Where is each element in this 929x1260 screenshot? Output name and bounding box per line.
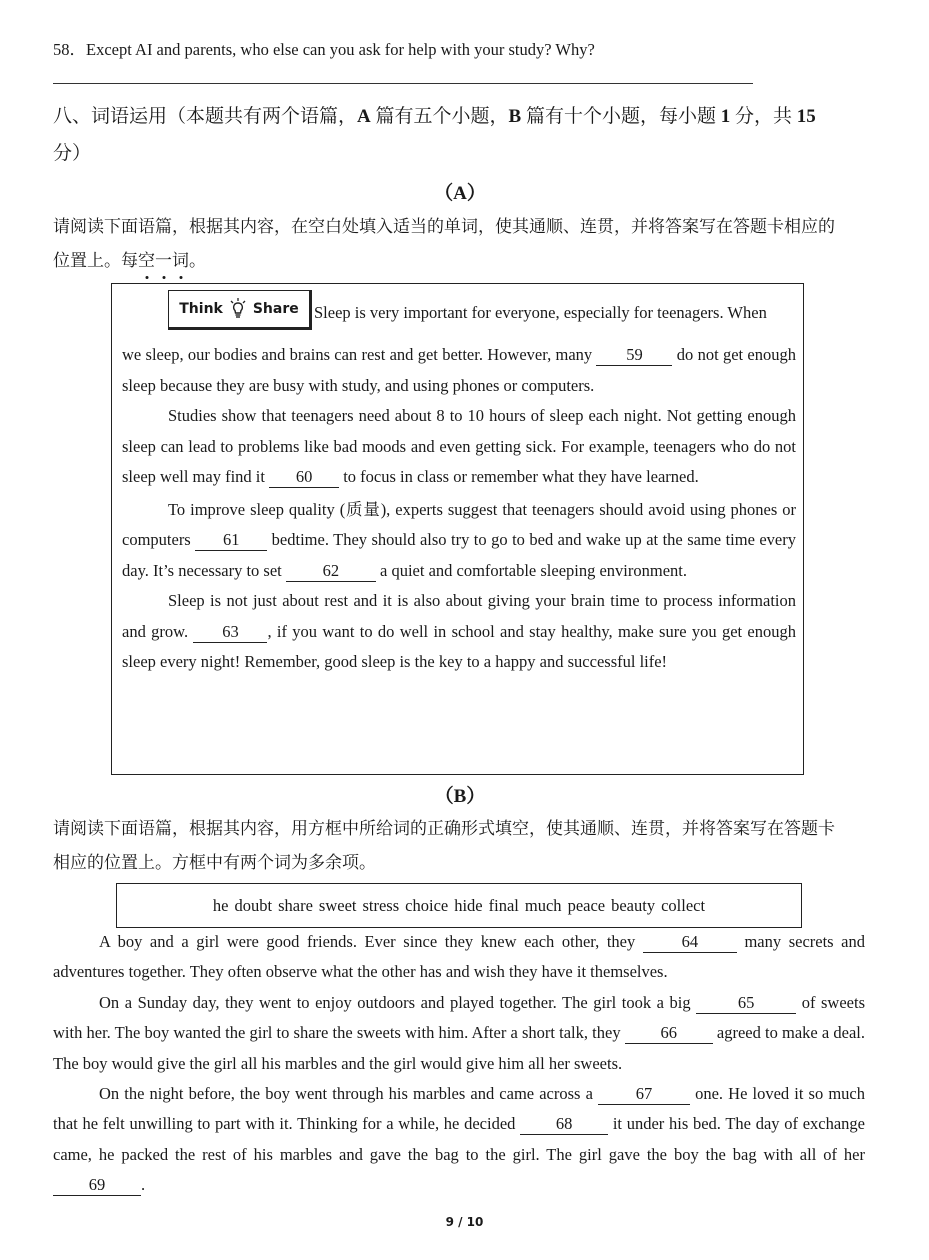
- passage-b-paragraph-3: On the night before, the boy went through his marbles and came across a 67 one. He loved it so much that he felt unwilling to part with it. Thinking for a while, he decided 68 it under his bed. The day of exchange came, he packed the rest of his marbles and gave the bag to the girl. The girl gave the boy the bag with all of her 69 .: [53, 1084, 865, 1195]
- question-58: 58．Except AI and parents, who else can you ask for help with your study? Why?: [53, 40, 595, 59]
- part-b-instruction: 请阅读下面语篇，根据其内容，用方框中所给词的正确形式填空，使其通顺、连贯，并将答案写在答题卡 相应的位置上。方框中有两个词为多余项。: [53, 819, 835, 872]
- word: doubt: [234, 895, 273, 915]
- passage-a-body: [122, 340, 796, 678]
- part-b-label: （B）: [434, 786, 486, 807]
- think-share-logo: [168, 290, 312, 330]
- blank-66[interactable]: 66: [625, 1023, 713, 1044]
- blank-67[interactable]: 67: [598, 1084, 690, 1105]
- blank-60[interactable]: 60: [269, 467, 339, 488]
- word: choice: [405, 895, 449, 915]
- blank-61[interactable]: 61: [195, 530, 267, 551]
- answer-line[interactable]: [53, 83, 753, 84]
- logo-share: Share: [252, 301, 299, 317]
- blank-63[interactable]: 63: [193, 622, 267, 643]
- word: much: [524, 895, 562, 915]
- blank-64[interactable]: 64: [643, 932, 737, 953]
- passage-b-body: [53, 927, 865, 1201]
- passage-a-paragraph-2: Studies show that teenagers need about 8 to 10 hours of sleep each night. Not getting enough sleep can lead to problems like bad moods and even getting sick. For example, teenagers who do not sleep well may find it 60 to focus in class or remember what they have learned.: [122, 406, 796, 486]
- logo-think: Think: [179, 301, 223, 317]
- section-8-title: 八、词语运用（本题共有两个语篇，A 篇有五个小题，B 篇有十个小题，每小题 1 分，共 15 分）: [53, 106, 816, 164]
- word: stress: [362, 895, 400, 915]
- passage-b-paragraph-2: On a Sunday day, they went to enjoy outdoors and played together. The girl took a big 65 of sweets with her. The boy wanted the girl to share the sweets with him. After a short talk, they 66 agreed to make a deal. The boy would give the girl all his marbles and the girl would give him all her sweets.: [53, 992, 866, 1073]
- part-a-label: （A）: [434, 183, 486, 204]
- blank-69[interactable]: 69: [53, 1175, 141, 1196]
- word: collect: [661, 895, 706, 915]
- blank-68[interactable]: 68: [520, 1114, 608, 1135]
- word: sweet: [318, 895, 357, 915]
- blank-65[interactable]: 65: [696, 993, 796, 1014]
- lightbulb-icon: [229, 298, 247, 320]
- word: peace: [567, 895, 606, 915]
- word: beauty: [611, 895, 656, 915]
- blank-62[interactable]: 62: [286, 561, 376, 582]
- word: hide: [454, 895, 483, 915]
- passage-a-line1: Sleep is very important for everyone, especially for teenagers. When: [314, 303, 767, 322]
- word: final: [488, 895, 519, 915]
- passage-a-paragraph-4: Sleep is not just about rest and it is also about giving your brain time to process information and grow. 63 , if you want to do well in school and stay healthy, make sure you get enough sleep every night! Remember, good sleep is the key to a happy and successful life!: [122, 591, 796, 671]
- word: he: [212, 895, 229, 915]
- passage-b-paragraph-1: A boy and a girl were good friends. Ever since they knew each other, they 64 many secrets and adventures together. They often observe what the other has and wish they have it themselves.: [53, 932, 866, 982]
- page-number: 9 / 10: [445, 1215, 484, 1229]
- part-a-instruction: 请阅读下面语篇，根据其内容，在空白处填入适当的单词，使其通顺、连贯，并将答案写在答题卡相应的 位置上。每空 一 词 。: [53, 210, 873, 278]
- passage-a-paragraph-3: To improve sleep quality (质量), experts suggest that teenagers should avoid using phones or computers 61 bedtime. They should also try to go to bed and wake up at the same time every day. It’s necessary to set 62 a quiet and comfortable sleeping environment.: [122, 499, 796, 580]
- word-bank: [116, 883, 802, 928]
- blank-59[interactable]: 59: [596, 345, 672, 366]
- passage-a-paragraph-1: we sleep, our bodies and brains can rest and get better. However, many 59 do not get enough sleep because they are busy with study, and using phones or computers.: [122, 345, 796, 395]
- word: share: [278, 895, 313, 915]
